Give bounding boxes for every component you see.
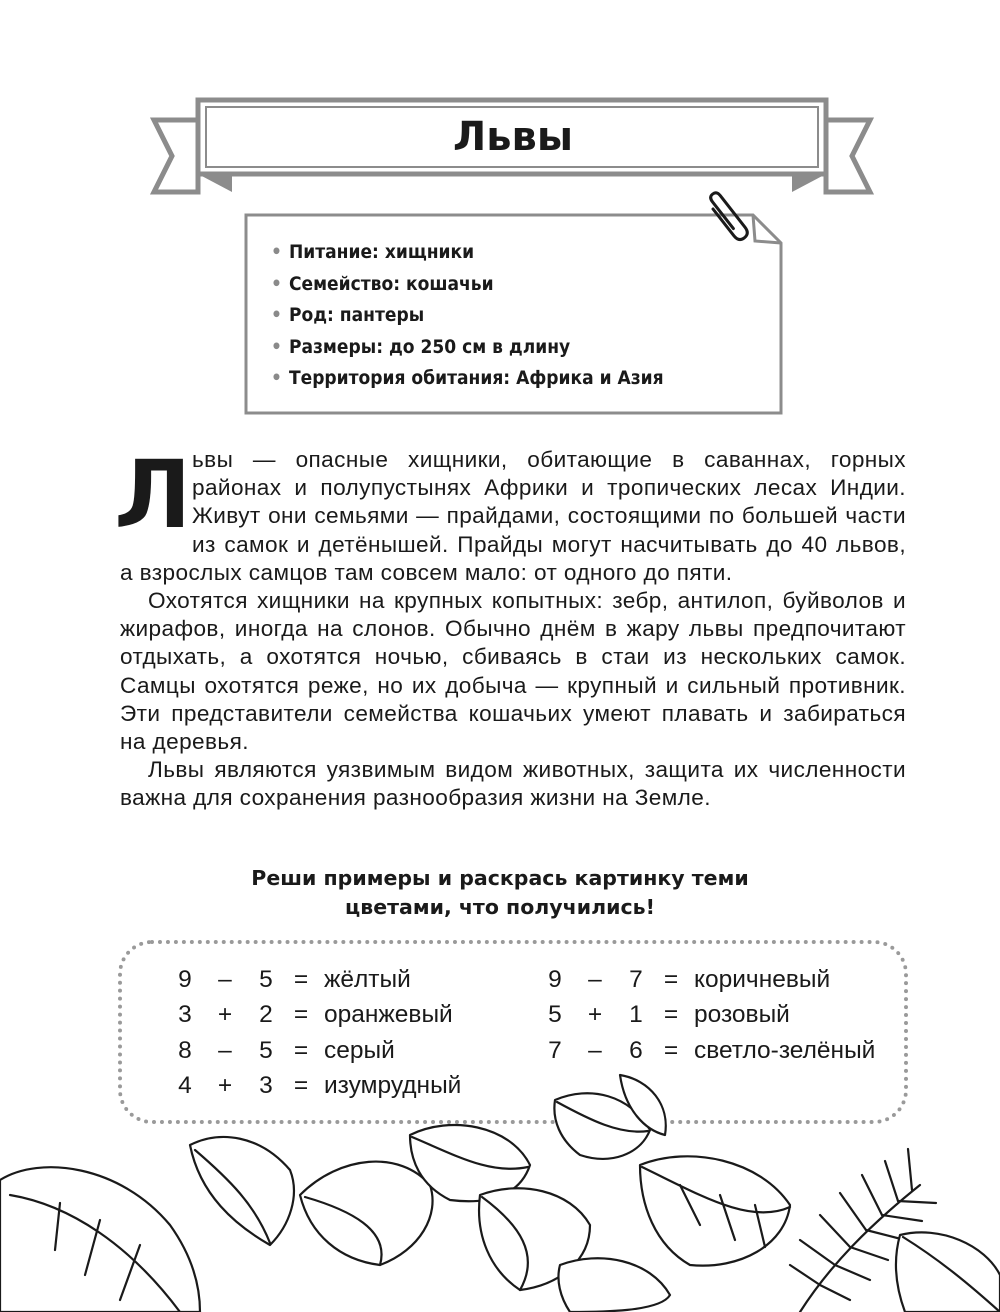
operator: – bbox=[588, 966, 602, 993]
task-instruction-line-1: Реши примеры и раскрась картинку теми bbox=[251, 866, 749, 890]
operator: – bbox=[588, 1037, 602, 1064]
operand-b: 5 bbox=[259, 966, 273, 993]
equation-row bbox=[544, 1033, 883, 1068]
bullet-icon: • bbox=[271, 272, 282, 295]
equals-sign: = bbox=[293, 1072, 309, 1099]
operand-a: 9 bbox=[178, 966, 192, 993]
equals-sign: = bbox=[663, 1037, 679, 1064]
paragraph-3: Львы являются уязвимым видом животных, защита их численности важна для сохранения разнообразия жизни на Земле. bbox=[120, 757, 906, 811]
bullet-icon: • bbox=[271, 304, 282, 326]
operand-b: 2 bbox=[259, 1001, 273, 1028]
operand-a: 4 bbox=[178, 1072, 192, 1099]
equals-sign: = bbox=[663, 1001, 679, 1028]
operator: + bbox=[217, 1001, 233, 1028]
leaf-shape bbox=[896, 1232, 1000, 1312]
title-banner bbox=[150, 96, 874, 200]
fact-item: • Семейство: кошачьи bbox=[271, 272, 494, 295]
operand-b: 1 bbox=[629, 1001, 643, 1028]
operand-a: 3 bbox=[178, 1001, 192, 1028]
dropcap-letter bbox=[112, 439, 194, 551]
color-answer: изумрудный bbox=[324, 1072, 462, 1099]
color-answer: светло-зелёный bbox=[694, 1037, 876, 1064]
operator: + bbox=[217, 1072, 233, 1099]
equation-row bbox=[544, 962, 838, 997]
equation-row bbox=[544, 997, 798, 1032]
page-title: Львы bbox=[453, 114, 573, 160]
equals-sign: = bbox=[293, 966, 309, 993]
operator: – bbox=[218, 966, 232, 993]
operand-a: 8 bbox=[178, 1037, 192, 1064]
operand-b: 6 bbox=[629, 1037, 643, 1064]
operand-a: 9 bbox=[548, 966, 562, 993]
operand-b: 5 bbox=[259, 1037, 273, 1064]
color-answer: коричневый bbox=[694, 966, 831, 993]
equation-row bbox=[174, 1033, 403, 1068]
leaf-shape bbox=[190, 1137, 294, 1245]
plants-coloring-illustration bbox=[0, 1075, 1000, 1312]
leaf-shape bbox=[558, 1258, 670, 1312]
bullet-icon: • bbox=[271, 335, 282, 358]
equation-row bbox=[174, 997, 461, 1032]
operand-b: 3 bbox=[259, 1072, 273, 1099]
facts-card bbox=[243, 205, 783, 417]
leaf-shape bbox=[0, 1167, 200, 1312]
operand-a: 5 bbox=[548, 1001, 562, 1028]
color-answer: розовый bbox=[694, 1001, 790, 1028]
leaf-shape bbox=[640, 1156, 790, 1265]
leaf-shape bbox=[300, 1162, 433, 1265]
operand-a: 7 bbox=[548, 1037, 562, 1064]
paragraph-2: Охотятся хищники на крупных копытных: зебр, антилоп, буйволов и жирафов, иногда на слонов. Обычно днём в жару львы предпочитают отдыхать, а охотятся ночью, сбиваясь в стаи из нескольких самок. Самцы охотятся реже, но их добыча — крупный и сильный противник. Эти представители семейства кошачьих умеют плавать и забираться на деревья. bbox=[120, 588, 906, 755]
color-answer: жёлтый bbox=[324, 966, 411, 993]
bullet-icon: • bbox=[271, 367, 282, 389]
fact-item: • Род: пантеры bbox=[271, 304, 425, 326]
color-answer: оранжевый bbox=[324, 1001, 453, 1028]
svg-text:Л: Л bbox=[112, 439, 194, 551]
fact-item: • Размеры: до 250 см в длину bbox=[271, 335, 571, 358]
fact-item: • Питание: хищники bbox=[271, 241, 475, 263]
fact-item: • Территория обитания: Африка и Азия bbox=[271, 367, 664, 389]
operand-b: 7 bbox=[629, 966, 643, 993]
color-answer: серый bbox=[324, 1037, 395, 1064]
equals-sign: = bbox=[663, 966, 679, 993]
task-instruction-line-2: цветами, что получились! bbox=[345, 895, 655, 919]
equation-row bbox=[174, 962, 419, 997]
equals-sign: = bbox=[293, 1037, 309, 1064]
bullet-icon: • bbox=[271, 241, 282, 263]
facts-list bbox=[271, 237, 664, 395]
operator: + bbox=[587, 1001, 603, 1028]
paragraph-1: Л ьвы — опасные хищники, обитающие в саваннах, горных районах и полупустынях Африки и тропических лесах Индии. Живут они семьями — прайдами, состоящими по большей части из самок и детёнышей. Прайды могут насчитывать до 40 львов, а взрослых самцов там совсем мало: от одного до пяти. bbox=[112, 439, 906, 585]
article-body bbox=[112, 439, 906, 813]
equals-sign: = bbox=[293, 1001, 309, 1028]
operator: – bbox=[218, 1037, 232, 1064]
